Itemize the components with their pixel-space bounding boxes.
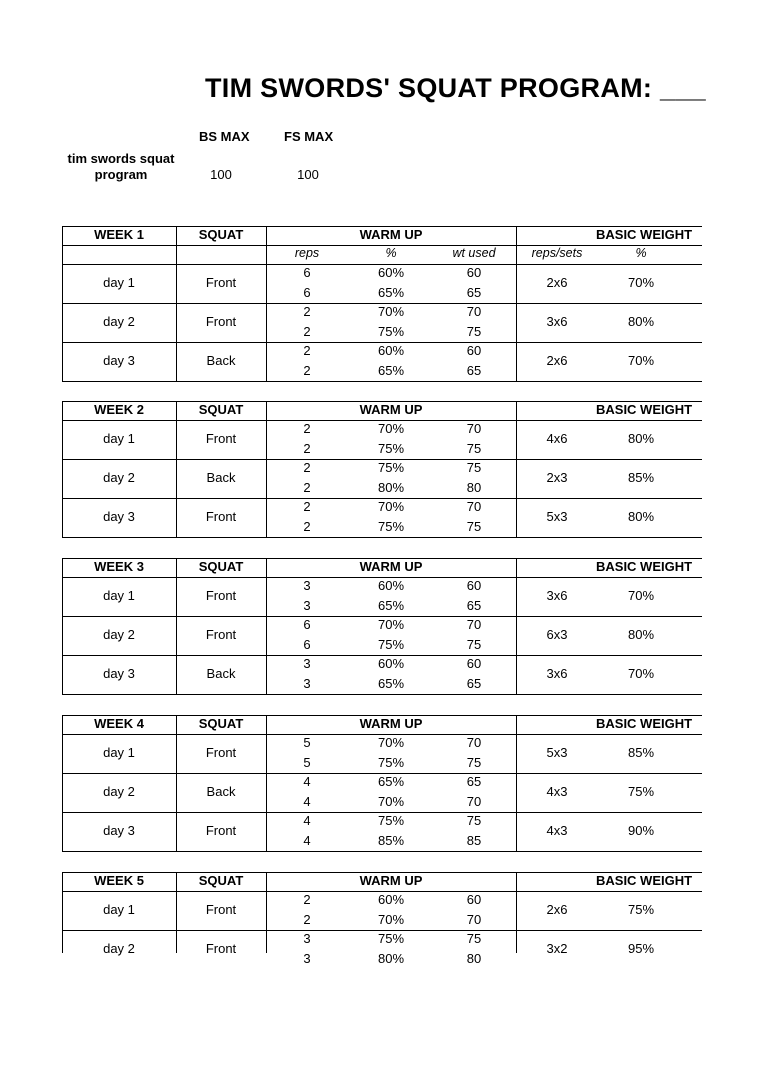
- basic-weight-header: BASIC WEIGHT: [596, 227, 693, 242]
- warmup-pct: 75%: [377, 460, 405, 475]
- grid-line-h: [62, 381, 702, 382]
- warmup-reps: 2: [303, 460, 311, 475]
- grid-line-h: [62, 245, 702, 246]
- warmup-weight: 70: [466, 911, 482, 927]
- warmup-reps: 6: [303, 284, 311, 300]
- warmup-weight: 65: [466, 597, 482, 613]
- squat-type: Back: [206, 470, 236, 485]
- squat-type: Front: [205, 902, 237, 917]
- warmup-pct: 75%: [377, 323, 405, 339]
- basic-reps-sets: 5x3: [546, 509, 568, 524]
- warm-up-header: WARM UP: [359, 402, 423, 417]
- squat-type: Front: [205, 588, 237, 603]
- day-label: day 1: [103, 745, 135, 760]
- warmup-weight: 75: [466, 813, 482, 828]
- week-label: WEEK 2: [94, 402, 144, 417]
- week-label: WEEK 3: [94, 559, 144, 574]
- basic-reps-sets: 2x6: [546, 902, 568, 917]
- basic-reps-sets: 5x3: [546, 745, 568, 760]
- warmup-reps: 5: [303, 754, 311, 770]
- reps-subheader: reps: [294, 246, 320, 260]
- warmup-weight: 70: [466, 735, 482, 750]
- day-label: day 3: [103, 823, 135, 838]
- basic-pct: 85%: [627, 745, 655, 760]
- day-label: day 3: [103, 509, 135, 524]
- warmup-weight: 60: [466, 656, 482, 671]
- warmup-pct: 60%: [377, 656, 405, 671]
- warmup-reps: 4: [303, 832, 311, 848]
- warmup-reps: 2: [303, 479, 311, 495]
- basic-pct: 75%: [627, 784, 655, 799]
- squat-header: SQUAT: [198, 716, 244, 731]
- warmup-pct: 75%: [377, 754, 405, 770]
- warmup-weight: 70: [466, 499, 482, 514]
- warmup-reps: 4: [303, 774, 311, 789]
- warmup-reps: 6: [303, 617, 311, 632]
- basic-pct: 80%: [627, 627, 655, 642]
- warmup-weight: 75: [466, 754, 482, 770]
- basic-pct: 75%: [627, 902, 655, 917]
- basic-reps-sets: 2x6: [546, 275, 568, 290]
- warmup-reps: 6: [303, 265, 311, 280]
- basic-reps-sets: 4x3: [546, 784, 568, 799]
- squat-type: Front: [205, 941, 237, 956]
- warmup-pct: 75%: [377, 440, 405, 456]
- warmup-pct: 80%: [377, 479, 405, 495]
- squat-type: Front: [205, 431, 237, 446]
- warmup-reps: 3: [303, 950, 311, 966]
- basic-reps-sets: 2x6: [546, 353, 568, 368]
- day-label: day 1: [103, 431, 135, 446]
- warmup-weight: 70: [466, 421, 482, 436]
- basic-reps-sets: 4x3: [546, 823, 568, 838]
- grid-line-h: [62, 872, 702, 873]
- grid-line-v: [62, 872, 63, 953]
- fs-max-header: FS MAX: [284, 129, 334, 144]
- basic-pct: 70%: [627, 353, 655, 368]
- basic-reps-sets: 2x3: [546, 470, 568, 485]
- day-label: day 3: [103, 666, 135, 681]
- warmup-weight: 60: [466, 578, 482, 593]
- bs-max-header: BS MAX: [199, 129, 250, 144]
- warmup-pct: 70%: [377, 911, 405, 927]
- warmup-weight: 75: [466, 460, 482, 475]
- warmup-weight: 80: [466, 479, 482, 495]
- basic-pct: 70%: [627, 666, 655, 681]
- squat-header: SQUAT: [198, 559, 244, 574]
- warmup-reps: 6: [303, 636, 311, 652]
- warmup-reps: 3: [303, 656, 311, 671]
- grid-line-h: [62, 851, 702, 852]
- basic-pct: 80%: [627, 314, 655, 329]
- grid-line-v: [62, 401, 63, 538]
- squat-type: Front: [205, 745, 237, 760]
- basic-reps-sets: 3x6: [546, 314, 568, 329]
- grid-line-h: [62, 537, 702, 538]
- warmup-pct: 75%: [377, 518, 405, 534]
- warm-up-header: WARM UP: [359, 716, 423, 731]
- warmup-pct: 65%: [377, 597, 405, 613]
- warmup-pct: 70%: [377, 421, 405, 436]
- warmup-weight: 70: [466, 304, 482, 319]
- squat-type: Back: [206, 784, 236, 799]
- warmup-weight: 70: [466, 617, 482, 632]
- basic-reps-sets: 4x6: [546, 431, 568, 446]
- basic-pct: 90%: [627, 823, 655, 838]
- warmup-pct: 70%: [377, 499, 405, 514]
- warm-up-header: WARM UP: [359, 227, 423, 242]
- week-label: WEEK 5: [94, 873, 144, 888]
- warmup-reps: 2: [303, 440, 311, 456]
- basic-weight-header: BASIC WEIGHT: [596, 873, 693, 888]
- warmup-weight: 65: [466, 362, 482, 378]
- warmup-pct: 70%: [377, 793, 405, 809]
- basic-weight-header: BASIC WEIGHT: [596, 402, 693, 417]
- warmup-pct: 70%: [377, 617, 405, 632]
- warmup-weight: 80: [466, 950, 482, 966]
- fs-max-value: 100: [297, 167, 319, 182]
- warmup-weight: 75: [466, 636, 482, 652]
- warmup-weight: 60: [466, 265, 482, 280]
- page-title: TIM SWORDS' SQUAT PROGRAM: ___: [205, 73, 706, 103]
- basic-pct: 95%: [627, 941, 655, 956]
- warmup-pct: 65%: [377, 675, 405, 691]
- warmup-weight: 75: [466, 323, 482, 339]
- warmup-reps: 5: [303, 735, 311, 750]
- grid-line-v: [62, 226, 63, 382]
- warm-up-header: WARM UP: [359, 873, 423, 888]
- warmup-reps: 3: [303, 578, 311, 593]
- warmup-pct: 85%: [377, 832, 405, 848]
- warmup-reps: 2: [303, 362, 311, 378]
- warmup-reps: 4: [303, 793, 311, 809]
- wt-used-subheader: wt used: [452, 246, 496, 260]
- day-label: day 1: [103, 588, 135, 603]
- squat-type: Back: [206, 353, 236, 368]
- day-label: day 1: [103, 902, 135, 917]
- warmup-weight: 85: [466, 832, 482, 848]
- day-label: day 2: [103, 314, 135, 329]
- warmup-reps: 2: [303, 499, 311, 514]
- day-label: day 2: [103, 784, 135, 799]
- day-label: day 2: [103, 941, 135, 956]
- basic-reps-sets: 3x6: [546, 666, 568, 681]
- squat-header: SQUAT: [198, 402, 244, 417]
- warmup-weight: 75: [466, 440, 482, 456]
- day-label: day 3: [103, 353, 135, 368]
- basic-pct: 80%: [627, 509, 655, 524]
- warmup-weight: 60: [466, 892, 482, 907]
- warmup-weight: 60: [466, 343, 482, 358]
- reps-sets-subheader: reps/sets: [531, 246, 583, 260]
- week-table: [62, 226, 702, 426]
- squat-type: Back: [206, 666, 236, 681]
- warmup-weight: 75: [466, 518, 482, 534]
- week-label: WEEK 4: [94, 716, 144, 731]
- warmup-pct: 70%: [377, 735, 405, 750]
- squat-header: SQUAT: [198, 873, 244, 888]
- day-label: day 2: [103, 627, 135, 642]
- warmup-reps: 2: [303, 421, 311, 436]
- warmup-reps: 3: [303, 675, 311, 691]
- warmup-reps: 2: [303, 304, 311, 319]
- day-label: day 2: [103, 470, 135, 485]
- warmup-pct: 60%: [377, 343, 405, 358]
- basic-pct-subheader: %: [635, 246, 647, 260]
- warm-up-header: WARM UP: [359, 559, 423, 574]
- warmup-pct: 60%: [377, 265, 405, 280]
- basic-weight-header: BASIC WEIGHT: [596, 716, 693, 731]
- squat-type: Front: [205, 627, 237, 642]
- warmup-pct: 60%: [377, 578, 405, 593]
- warmup-reps: 2: [303, 343, 311, 358]
- warmup-reps: 3: [303, 931, 311, 946]
- basic-reps-sets: 3x2: [546, 941, 568, 956]
- pct-subheader: %: [385, 246, 397, 260]
- warmup-pct: 75%: [377, 636, 405, 652]
- grid-line-h: [62, 715, 702, 716]
- basic-reps-sets: 6x3: [546, 627, 568, 642]
- basic-pct: 80%: [627, 431, 655, 446]
- squat-type: Front: [205, 275, 237, 290]
- grid-line-v: [62, 715, 63, 852]
- warmup-reps: 2: [303, 323, 311, 339]
- warmup-reps: 2: [303, 892, 311, 907]
- grid-line-v: [62, 558, 63, 695]
- warmup-pct: 65%: [377, 284, 405, 300]
- warmup-pct: 70%: [377, 304, 405, 319]
- grid-line-h: [62, 226, 702, 227]
- warmup-reps: 2: [303, 911, 311, 927]
- warmup-weight: 65: [466, 774, 482, 789]
- squat-header: SQUAT: [198, 227, 244, 242]
- warmup-reps: 3: [303, 597, 311, 613]
- warmup-pct: 65%: [377, 774, 405, 789]
- squat-type: Front: [205, 823, 237, 838]
- grid-line-h: [62, 694, 702, 695]
- basic-pct: 85%: [627, 470, 655, 485]
- basic-pct: 70%: [627, 588, 655, 603]
- warmup-weight: 70: [466, 793, 482, 809]
- squat-type: Front: [205, 509, 237, 524]
- warmup-weight: 65: [466, 284, 482, 300]
- warmup-weight: 65: [466, 675, 482, 691]
- day-label: day 1: [103, 275, 135, 290]
- week-label: WEEK 1: [94, 227, 144, 242]
- warmup-reps: 2: [303, 518, 311, 534]
- week-table: [62, 872, 702, 1072]
- grid-line-h: [62, 401, 702, 402]
- warmup-pct: 75%: [377, 813, 405, 828]
- program-label: tim swords squat program: [67, 151, 175, 182]
- squat-type: Front: [205, 314, 237, 329]
- warmup-pct: 65%: [377, 362, 405, 378]
- warmup-reps: 4: [303, 813, 311, 828]
- basic-weight-header: BASIC WEIGHT: [596, 559, 693, 574]
- basic-reps-sets: 3x6: [546, 588, 568, 603]
- warmup-pct: 75%: [377, 931, 405, 946]
- warmup-pct: 80%: [377, 950, 405, 966]
- warmup-weight: 75: [466, 931, 482, 946]
- grid-line-h: [62, 558, 702, 559]
- basic-pct: 70%: [627, 275, 655, 290]
- warmup-pct: 60%: [377, 892, 405, 907]
- bs-max-value: 100: [210, 167, 232, 182]
